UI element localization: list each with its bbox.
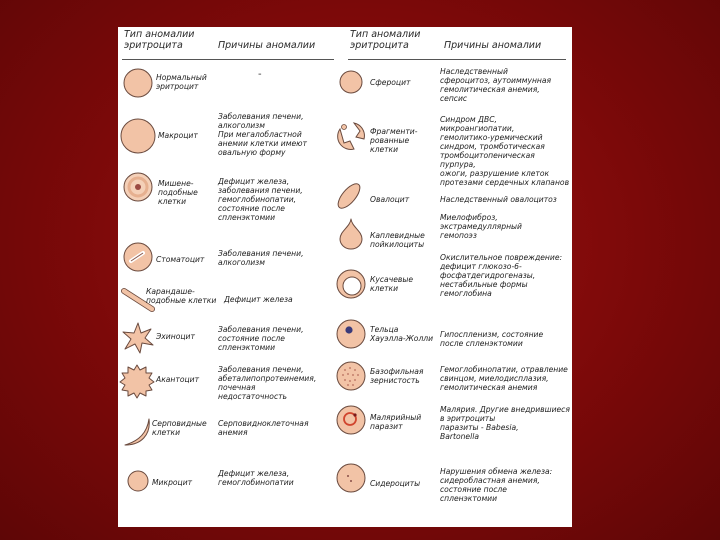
spherocyte-cell [334,65,368,99]
macrocyte-cell [119,117,157,155]
bite-cell [334,267,368,301]
row-cause: Дефицит железа [224,295,293,304]
row-cause: Заболевания печени, алкоголизм При мегалобластной анемии клетки имеют овальную форму [218,112,307,157]
row-cause: Миелофиброз, экстрамедуллярный гемопоэз [440,213,522,240]
row-name: Сидероциты [370,479,421,488]
fragmented-cell [334,119,368,153]
howell-jolly-cell [334,317,368,351]
row-cause: Серповидноклеточная анемия [218,419,309,437]
row-cause-marker: - [258,69,262,80]
sickle-cell [121,415,155,449]
malaria-parasite-cell [334,403,368,437]
row-cause: Заболевания печени, абеталипопротеинемия, почечная недостаточность [218,365,317,401]
normal-erythrocyte-cell [121,66,155,100]
row-name: Базофильная зернистость [370,367,424,385]
row-name: Нормальный эритроцит [156,73,207,91]
erythrocyte-anomaly-table [118,27,572,527]
row-cause: Дефицит железа, гемоглобинопатии [218,469,294,487]
row-name: Серповидные клетки [152,419,207,437]
row-name: Овалоцит [370,195,410,204]
row-name: Эхиноцит [156,332,195,341]
row-cause: Окислительное повреждение: дефицит глюкозо-6- фосфатдегидрогеназы, нестабильные формы гемоглобина [440,253,563,298]
header-type-left: Тип аномалии эритроцита [124,29,195,51]
row-cause: Малярия. Другие внедрившиеся в эритроциты паразиты - Babesia, Bartonella [440,405,570,441]
row-cause: Наследственный сфероцитоз, аутоиммунная гемолитическая анемия, сепсис [440,67,552,103]
row-cause: Заболевания печени, состояние после спленэктомии [218,325,304,352]
header-rule-right [348,59,566,60]
header-rule-left [122,59,334,60]
row-cause: Гемоглобинопатии, отравление свинцом, миелодисплазия, гемолитическая анемия [440,365,568,392]
ovalocyte-cell [332,179,366,213]
acanthocyte-cell [119,363,155,399]
stomatocyte-cell [121,240,155,274]
row-name: Тельца Хауэлла-Жолли [370,325,434,343]
row-name: Сфероцит [370,78,411,87]
header-causes-left: Причины аномалии [218,40,316,51]
basophilic-stippling-cell [334,359,368,393]
row-name: Микроцит [152,478,193,487]
row-name: Кусачевые клетки [370,275,414,293]
header-causes-right: Причины аномалии [444,40,542,51]
row-cause: Синдром ДВС, микроангиопатии, гемолитико-уремический синдром, тромботическая тромбоцитопеническая пурпура, ожоги, разрушение клеток протезами сердечных клапанов [440,115,570,187]
row-name: Мишене- подобные клетки [158,179,198,206]
row-cause: Дефицит железа, заболевания печени, гемоглобинопатии, состояние после спленэктомии [218,177,303,222]
row-cause: Заболевания печени, алкоголизм [218,249,304,267]
row-name: Стоматоцит [156,255,205,264]
teardrop-cell [334,217,368,251]
siderocyte-cell [334,461,368,495]
row-cause: Нарушения обмена железа: сидеробластная анемия, состояние после спленэктомии [440,467,553,503]
echinocyte-cell [121,321,155,355]
header-type-right: Тип аномалии эритроцита [350,29,421,51]
row-cause: Наследственный овалоцитоз [440,195,557,204]
row-name: Малярийный паразит [370,413,422,431]
microcyte-cell [121,464,155,498]
row-cause: Гипоспленизм, состояние после спленэктомии [440,330,544,348]
target-cell [121,170,155,204]
row-name: Фрагменти- рованные клетки [370,127,418,154]
row-name: Каплевидные пойкилоциты [370,231,425,249]
row-name: Акантоцит [156,375,199,384]
row-name: Карандаше- подобные клетки [146,287,217,305]
row-name: Макроцит [158,131,198,140]
